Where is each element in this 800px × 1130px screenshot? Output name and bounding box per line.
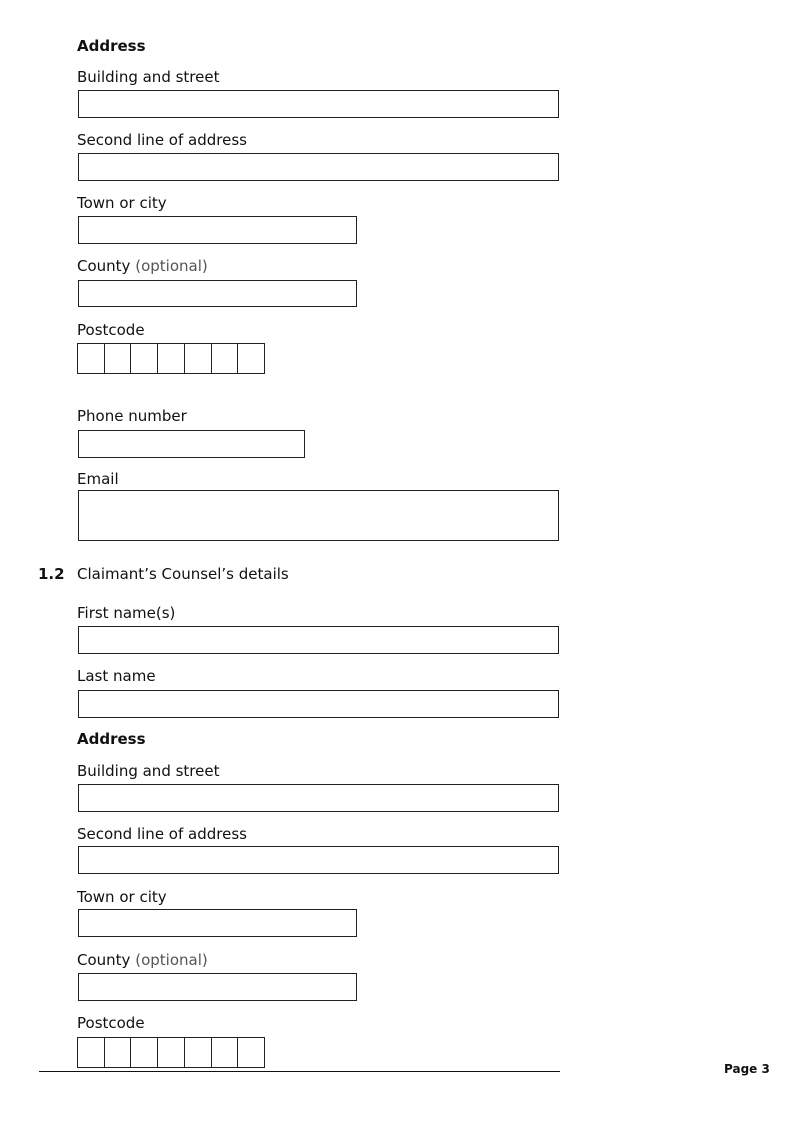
last-name-label: Last name bbox=[77, 667, 156, 685]
county-input[interactable] bbox=[78, 280, 357, 307]
postcode-cell[interactable] bbox=[105, 344, 132, 373]
phone-label: Phone number bbox=[77, 407, 187, 425]
counsel-county-label-text: County bbox=[77, 951, 131, 969]
town-city-label: Town or city bbox=[77, 194, 167, 212]
counsel-second-line-input[interactable] bbox=[78, 846, 559, 874]
address-heading: Address bbox=[77, 37, 146, 55]
section-title: Claimant’s Counsel’s details bbox=[77, 565, 289, 583]
postcode-cell[interactable] bbox=[131, 344, 158, 373]
counsel-second-line-label: Second line of address bbox=[77, 825, 247, 843]
footer-rule bbox=[39, 1071, 560, 1072]
section-number: 1.2 bbox=[38, 565, 65, 583]
first-name-input[interactable] bbox=[78, 626, 559, 654]
postcode-cell[interactable] bbox=[158, 344, 185, 373]
postcode-cell[interactable] bbox=[238, 344, 264, 373]
county-optional-hint: (optional) bbox=[135, 257, 208, 275]
counsel-postcode-input[interactable] bbox=[77, 1037, 265, 1068]
last-name-input[interactable] bbox=[78, 690, 559, 718]
second-line-input[interactable] bbox=[78, 153, 559, 181]
second-line-label: Second line of address bbox=[77, 131, 247, 149]
postcode-label: Postcode bbox=[77, 321, 145, 339]
postcode-cell[interactable] bbox=[212, 344, 239, 373]
phone-input[interactable] bbox=[78, 430, 305, 458]
postcode-cell[interactable] bbox=[185, 344, 212, 373]
counsel-town-city-input[interactable] bbox=[78, 909, 357, 937]
postcode-cell[interactable] bbox=[78, 1038, 105, 1067]
first-name-label: First name(s) bbox=[77, 604, 176, 622]
postcode-cell[interactable] bbox=[105, 1038, 132, 1067]
postcode-cell[interactable] bbox=[185, 1038, 212, 1067]
postcode-cell[interactable] bbox=[131, 1038, 158, 1067]
page-number: Page 3 bbox=[724, 1062, 770, 1076]
email-label: Email bbox=[77, 470, 119, 488]
building-street-label: Building and street bbox=[77, 68, 220, 86]
postcode-cell[interactable] bbox=[158, 1038, 185, 1067]
county-label bbox=[77, 257, 208, 275]
counsel-building-street-input[interactable] bbox=[78, 784, 559, 812]
counsel-county-optional-hint: (optional) bbox=[135, 951, 208, 969]
email-input[interactable] bbox=[78, 490, 559, 541]
postcode-cell[interactable] bbox=[212, 1038, 239, 1067]
building-street-input[interactable] bbox=[78, 90, 559, 118]
counsel-postcode-label: Postcode bbox=[77, 1014, 145, 1032]
postcode-cell[interactable] bbox=[238, 1038, 264, 1067]
counsel-county-label bbox=[77, 951, 208, 969]
counsel-county-input[interactable] bbox=[78, 973, 357, 1001]
counsel-address-heading: Address bbox=[77, 730, 146, 748]
counsel-town-city-label: Town or city bbox=[77, 888, 167, 906]
postcode-cell[interactable] bbox=[78, 344, 105, 373]
county-label-text: County bbox=[77, 257, 131, 275]
counsel-building-street-label: Building and street bbox=[77, 762, 220, 780]
town-city-input[interactable] bbox=[78, 216, 357, 244]
postcode-input[interactable] bbox=[77, 343, 265, 374]
